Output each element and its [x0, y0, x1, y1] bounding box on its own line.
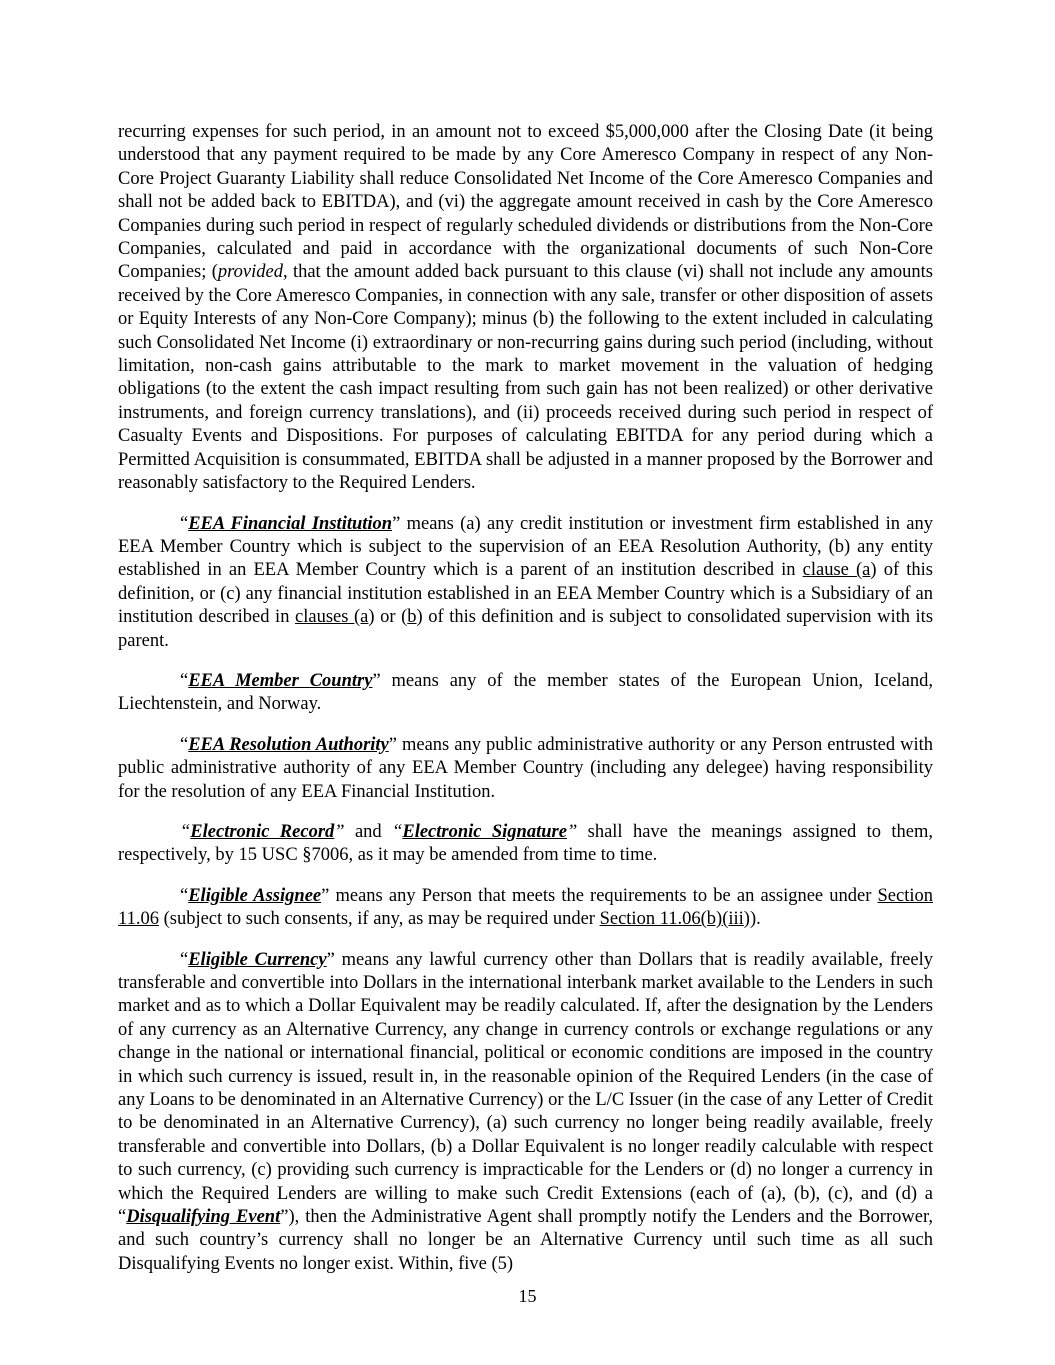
text-run: “: [180, 821, 191, 842]
defined-term: Disqualifying Event: [126, 1207, 281, 1228]
defined-term: Eligible Currency: [188, 949, 327, 970]
text-run: ” means any Person that meets the requirements to be an assignee under: [321, 885, 878, 906]
text-run: “: [180, 734, 189, 755]
cross-reference: Section 11.06(b)(iii: [599, 909, 744, 930]
document-body: [118, 121, 933, 1276]
text-run: ” means any public administrative authority or any Person entrusted with public administrative authority of any EEA Member Country (including any delegee) having responsibility for the resolution of any EEA Financial Institution.: [118, 734, 934, 802]
text-run: recurring expenses for such period, in an amount not to exceed $5,000,000 after the Closing Date (it being understood that any payment required to be made by any Core Ameresco Company in respect of any Non-Core Project Guaranty Liability shall reduce Consolidated Net Income of the Core Ameresco Companies and shall not be added back to EBITDA), and (vi) the aggregate amount received in cash by the Core Ameresco Companies during such period in respect of regularly scheduled dividends or distributions from the Non-Core Companies, calculated and paid in accordance with the organizational documents of such Non-Core Companies; (: [118, 122, 933, 283]
paragraph: [118, 734, 933, 804]
cross-reference: clauses (a: [295, 607, 369, 628]
text-run: provided: [217, 262, 283, 283]
text-run: ) of this definition, or (c) any financial institution established in an EEA Member Country which is a Subsidiary of an institution described in: [118, 560, 933, 628]
defined-term: Electronic Signature: [402, 821, 567, 842]
text-run: ”: [566, 821, 578, 842]
text-run: , that the amount added back pursuant to this clause (vi) shall not include any amounts received by the Core Ameresco Companies, in connection with any sale, transfer or other disposition of assets or Equity Interests of any Non-Core Company); minus (b) the following to the extent included in calculating such Consolidated Net Income (i) extraordinary or non-recurring gains during such period (including, without limitation, non-cash gains attributable to the mark to market movement in the valuation of hedging obligations (to the extent the cash impact resulting from such gain has not been realized) or other derivative instruments, and foreign currency translations), and (ii) proceeds received during such period in respect of Casualty Events and Dispositions. For purposes of calculating EBITDA for any period during which a Permitted Acquisition is consummated, EBITDA shall be adjusted in a manner proposed by the Borrower and reasonably satisfactory to the Required Lenders.: [118, 262, 933, 494]
paragraph: [118, 949, 933, 1277]
text-run: ” means any of the member states of the European Union, Iceland, Liechtenstein, and Norway.: [118, 670, 933, 715]
text-run: “: [180, 513, 189, 534]
text-run: ”), then the Administrative Agent shall promptly notify the Lenders and the Borrower, and such country’s currency shall no longer be an Alternative Currency until such time as all such Disqualifying Events no longer exist. Within, five (5): [118, 1207, 933, 1274]
cross-reference: b: [407, 607, 417, 628]
defined-term: EEA Member Country: [188, 670, 373, 691]
text-run: “: [392, 821, 403, 842]
text-run: “: [180, 670, 189, 691]
text-run: ”: [334, 821, 345, 842]
text-run: (subject to such consents, if any, as may be required under: [158, 909, 600, 930]
paragraph: [118, 885, 933, 932]
text-run: “: [180, 949, 189, 970]
defined-term: Electronic Record: [190, 821, 335, 842]
text-run: ” means (a) any credit institution or investment firm established in any EEA Member Country which is subject to the supervision of an EEA Resolution Authority, (b) any entity established in an EEA Member Country which is a parent of an institution described in: [118, 513, 933, 581]
defined-term: EEA Financial Institution: [188, 513, 393, 534]
paragraph: [118, 670, 933, 717]
defined-term: EEA Resolution Authority: [188, 734, 389, 755]
text-run: ) of this definition and is subject to consolidated supervision with its parent.: [118, 607, 934, 651]
cross-reference: Section 11.06: [118, 885, 934, 930]
cross-reference: clause (a: [802, 560, 871, 581]
text-run: “: [180, 885, 189, 906]
text-run: )).: [743, 909, 761, 930]
text-run: and: [344, 821, 393, 842]
page-number: 15: [518, 1286, 537, 1306]
paragraph: [118, 121, 933, 496]
text-run: ) or (: [368, 607, 408, 628]
paragraph: [118, 821, 933, 868]
paragraph: [118, 513, 933, 653]
text-run: shall have the meanings assigned to them, respectively, by 15 USC §7006, as it may be amended from time to time.: [118, 821, 933, 866]
text-run: ” means any lawful currency other than Dollars that is readily available, freely transferable and convertible into Dollars in the international interbank market available to the Lenders in such market and as to which a Dollar Equivalent may be readily calculated. If, after the designation by the Lenders of any currency as an Alternative Currency, any change in currency controls or exchange regulations or any change in the national or international financial, political or economic conditions are imposed in the country in which such currency is issued, result in, in the reasonable opinion of the Required Lenders (in the case of any Loans to be denominated in an Alternative Currency) or the L/C Issuer (in the case of any Letter of Credit to be denominated in an Alternative Currency), (a) such currency no longer being readily available, freely transferable and convertible into Dollars, (b) a Dollar Equivalent is no longer readily calculable with respect to such currency, (c) providing such currency is impracticable for the Lenders or (d) no longer a currency in which the Required Lenders are willing to make such Credit Extensions (each of (a), (b), (c), and (d) a “: [118, 949, 933, 1228]
defined-term: Eligible Assignee: [188, 885, 322, 906]
